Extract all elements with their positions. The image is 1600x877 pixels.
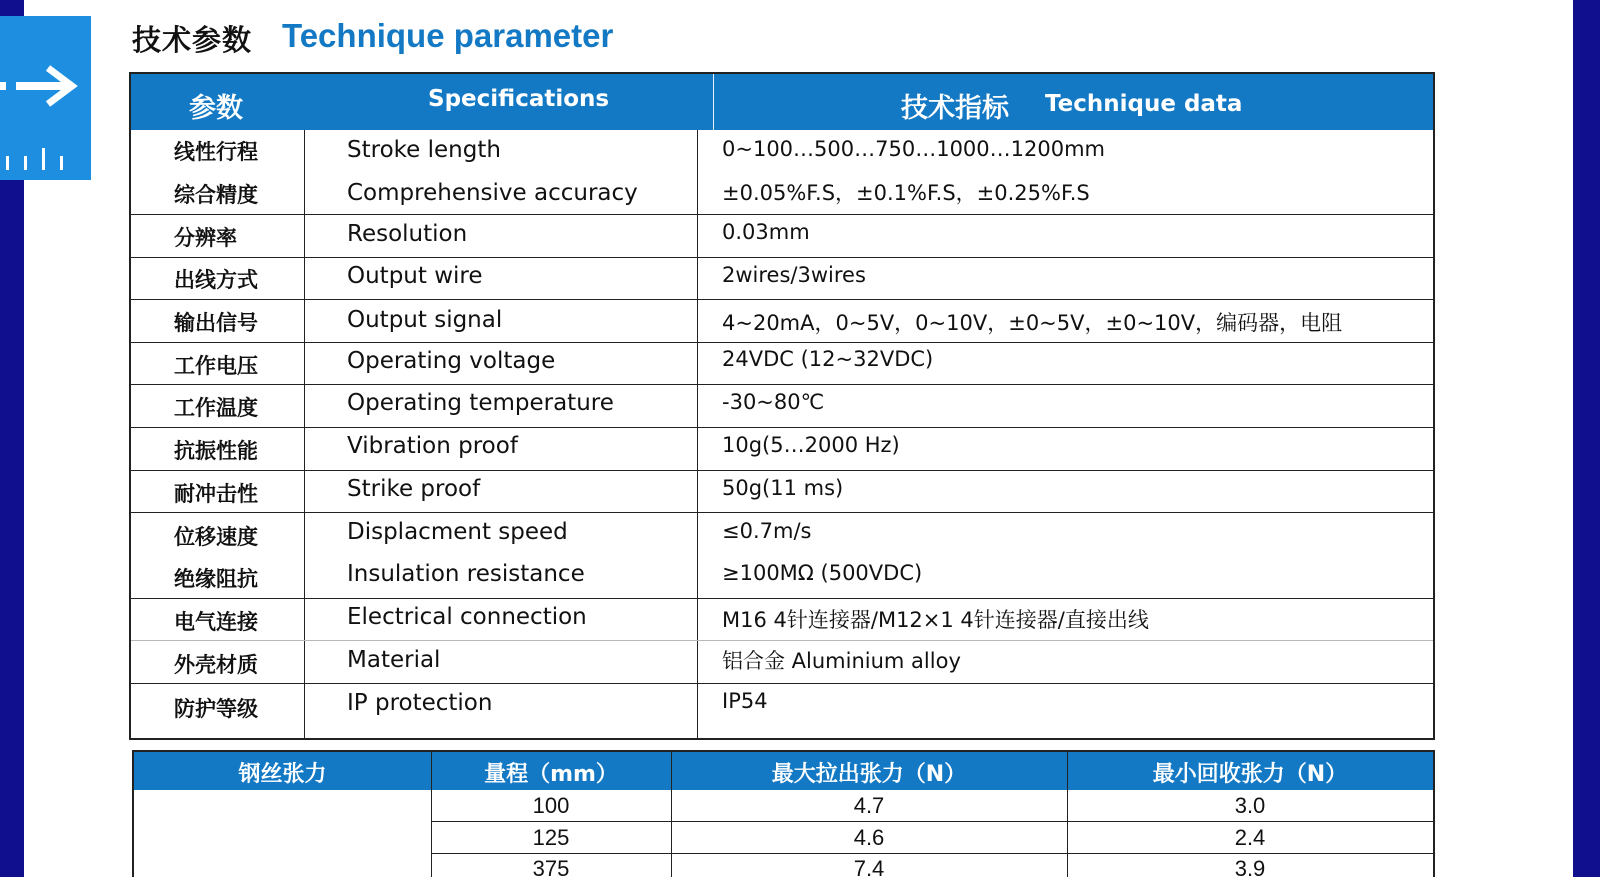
row-label-en: Vibration proof [347,433,518,459]
row-divider [131,640,1433,641]
row-value: ≤0.7m/s [722,519,812,543]
row-value: 24VDC (12~32VDC) [722,347,934,371]
tension-range: 125 [532,825,570,850]
row-label-en: Material [347,647,441,673]
header-param: 参数 [189,93,243,124]
row-value: ≥100MΩ (500VDC) [722,561,923,585]
header-divider [713,74,714,130]
row-label-zh: 分辨率 [174,226,237,250]
row-label-zh: 工作温度 [174,396,258,420]
row-label-en: IP protection [347,690,493,716]
row-label-zh: 外壳材质 [174,653,258,677]
header-tech-zh: 技术指标 [901,93,1009,124]
row-value: 铝合金 Aluminium alloy [722,649,961,673]
row-value: IP54 [722,689,768,713]
row-divider [131,470,1433,471]
row-label-en: Comprehensive accuracy [347,180,638,206]
tension-header-label: 钢丝张力 [238,762,327,787]
row-divider [131,257,1433,258]
spec-table-header [131,74,1433,130]
tension-range: 100 [532,793,570,818]
header-tech-en: Technique data [1045,91,1243,117]
right-white-strip [1563,0,1573,877]
spec-table [129,72,1435,740]
section-title-zh: 技术参数 [132,23,253,57]
tension-header-min: 最小回收张力（N） [1152,762,1348,787]
row-divider [131,299,1433,300]
tension-min: 2.4 [1234,825,1266,850]
tension-row-divider [431,821,1433,822]
row-value: -30~80℃ [722,390,825,414]
row-label-zh: 输出信号 [174,311,258,335]
row-value: 4~20mA，0~5V，0~10V，±0~5V，±0~10V，编码器，电阻 [722,311,1343,335]
row-label-en: Electrical connection [347,604,587,630]
row-value: 0.03mm [722,220,810,244]
header-spec: Specifications [428,86,610,112]
row-label-zh: 电气连接 [174,610,258,634]
tension-table [132,750,1435,877]
right-navy-band [1573,0,1600,877]
row-label-zh: 出线方式 [174,268,258,292]
tension-min: 3.0 [1234,793,1266,818]
row-divider [131,683,1433,684]
row-label-zh: 耐冲击性 [174,482,258,506]
row-divider [131,384,1433,385]
row-value: ±0.05%F.S，±0.1%F.S，±0.25%F.S [722,181,1090,205]
tension-max: 7.4 [853,856,885,877]
tension-range: 375 [532,856,570,877]
row-label-en: Operating voltage [347,348,556,374]
row-label-zh: 位移速度 [174,525,258,549]
row-label-zh: 工作电压 [174,354,258,378]
row-label-zh: 绝缘阻抗 [174,567,258,591]
row-value: 2wires/3wires [722,263,866,287]
tension-max: 4.6 [853,825,885,850]
row-label-en: Stroke length [347,137,501,163]
row-label-en: Insulation resistance [347,561,585,587]
row-label-zh: 防护等级 [174,697,258,721]
side-tab [0,16,91,180]
tension-max: 4.7 [853,793,885,818]
row-label-en: Operating temperature [347,390,614,416]
row-value: 50g(11 ms) [722,476,844,500]
tension-header-range: 量程（mm） [484,762,618,787]
tension-min: 3.9 [1234,856,1266,877]
col-divider [304,130,305,740]
row-divider [131,214,1433,215]
row-label-en: Output wire [347,263,483,289]
tension-row-divider [431,853,1433,854]
row-label-en: Output signal [347,307,503,333]
row-divider [131,427,1433,428]
arrow-right-icon [0,16,91,180]
row-label-zh: 抗振性能 [174,439,258,463]
row-label-en: Displacment speed [347,519,568,545]
row-divider [131,598,1433,599]
row-value: 10g(5…2000 Hz) [722,433,900,457]
row-label-en: Strike proof [347,476,481,502]
section-title-en: Technique parameter [282,17,614,54]
row-label-zh: 综合精度 [174,183,258,207]
tension-header-max: 最大拉出张力（N） [771,762,967,787]
row-divider [131,342,1433,343]
col-divider [697,130,698,740]
row-value: 0~100…500…750…1000…1200mm [722,137,1106,161]
row-divider [131,512,1433,513]
row-value: M16 4针连接器/M12×1 4针连接器/直接出线 [722,608,1149,632]
row-label-zh: 线性行程 [174,140,258,164]
row-label-en: Resolution [347,221,468,247]
